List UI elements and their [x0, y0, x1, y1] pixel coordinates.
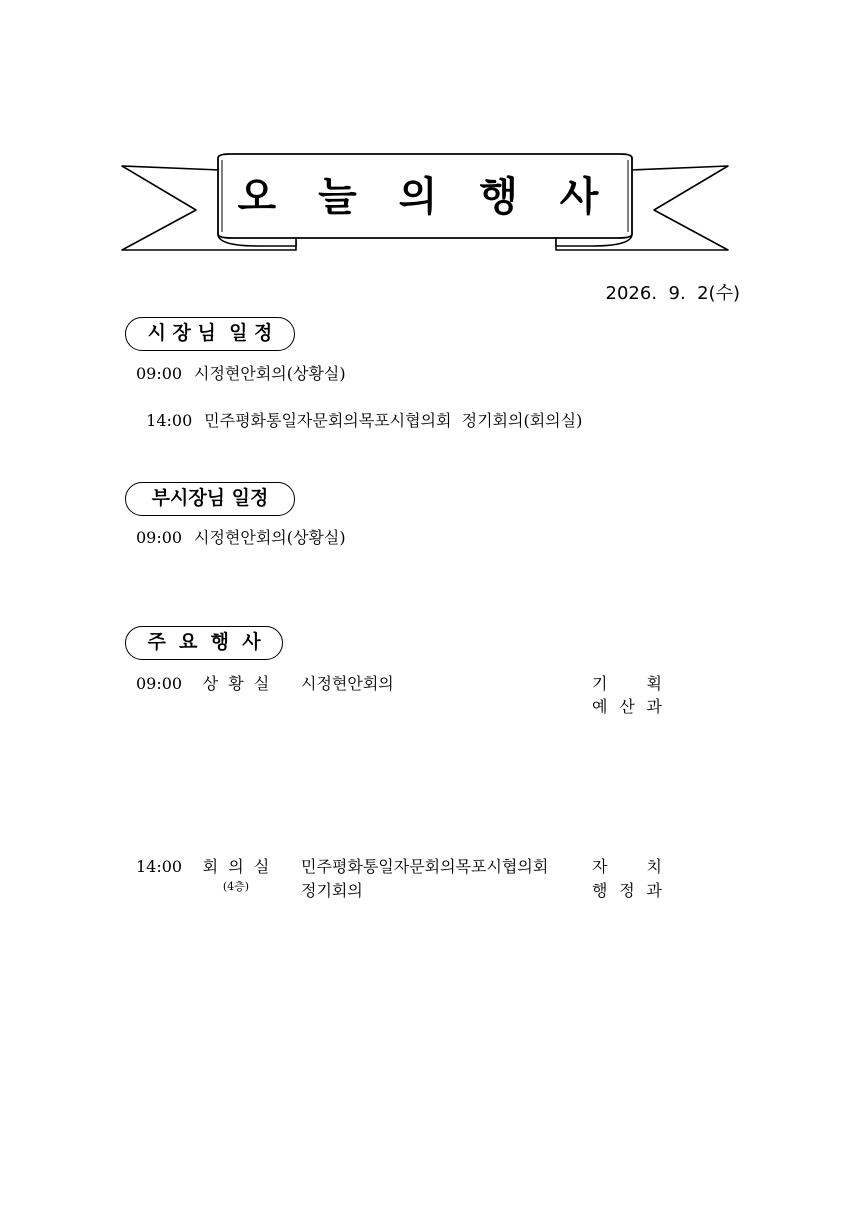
dept-char: 행 — [592, 881, 608, 900]
mayor-schedule-header: 시 장 님 일 정 — [125, 317, 295, 351]
event-dept-line — [592, 856, 662, 878]
event-dept-line — [592, 880, 662, 902]
event-place: 상 황 실 — [202, 674, 270, 693]
dept-char: 예 — [592, 697, 608, 716]
event-time: 14:00 — [136, 857, 183, 876]
dept-char: 과 — [646, 697, 662, 716]
dept-char: 과 — [646, 881, 662, 900]
event-title: 시정현안회의 — [301, 674, 394, 693]
dept-char: 획 — [646, 674, 662, 693]
page-title: 오 늘 의 행 사 — [237, 174, 613, 220]
event-dept-line — [592, 696, 662, 718]
item-text: 시정현안회의(상황실) — [194, 528, 346, 547]
date: 2026. 9. 2(수) — [605, 283, 740, 304]
dept-char: 정 — [619, 881, 635, 900]
event-title: 정기회의 — [301, 881, 363, 900]
dept-char: 기 — [592, 674, 608, 693]
mayor-schedule-item — [136, 388, 582, 432]
item-text: 시정현안회의(상황실) — [194, 364, 346, 383]
item-time: 09:00 — [136, 528, 183, 547]
item-text: 민주평화통일자문회의목포시협의회 정기회의(회의실) — [204, 411, 583, 430]
item-time: 09:00 — [136, 364, 183, 383]
event-title: 민주평화통일자문회의목포시협의회 — [301, 857, 549, 876]
vice-mayor-schedule-item — [136, 527, 346, 549]
dept-char: 산 — [619, 697, 635, 716]
title-banner — [118, 150, 732, 254]
major-events-header: 주 요 행 사 — [125, 626, 283, 660]
item-time: 14:00 — [146, 411, 193, 430]
dept-char: 치 — [646, 857, 662, 876]
mayor-schedule-item — [136, 363, 346, 385]
event-time: 09:00 — [136, 674, 183, 693]
event-place: 회 의 실 — [202, 857, 270, 876]
vice-mayor-schedule-header: 부시장님 일정 — [125, 482, 295, 516]
dept-char: 자 — [592, 857, 608, 876]
event-dept-line — [592, 673, 662, 695]
event-floor: (4층) — [222, 880, 250, 893]
